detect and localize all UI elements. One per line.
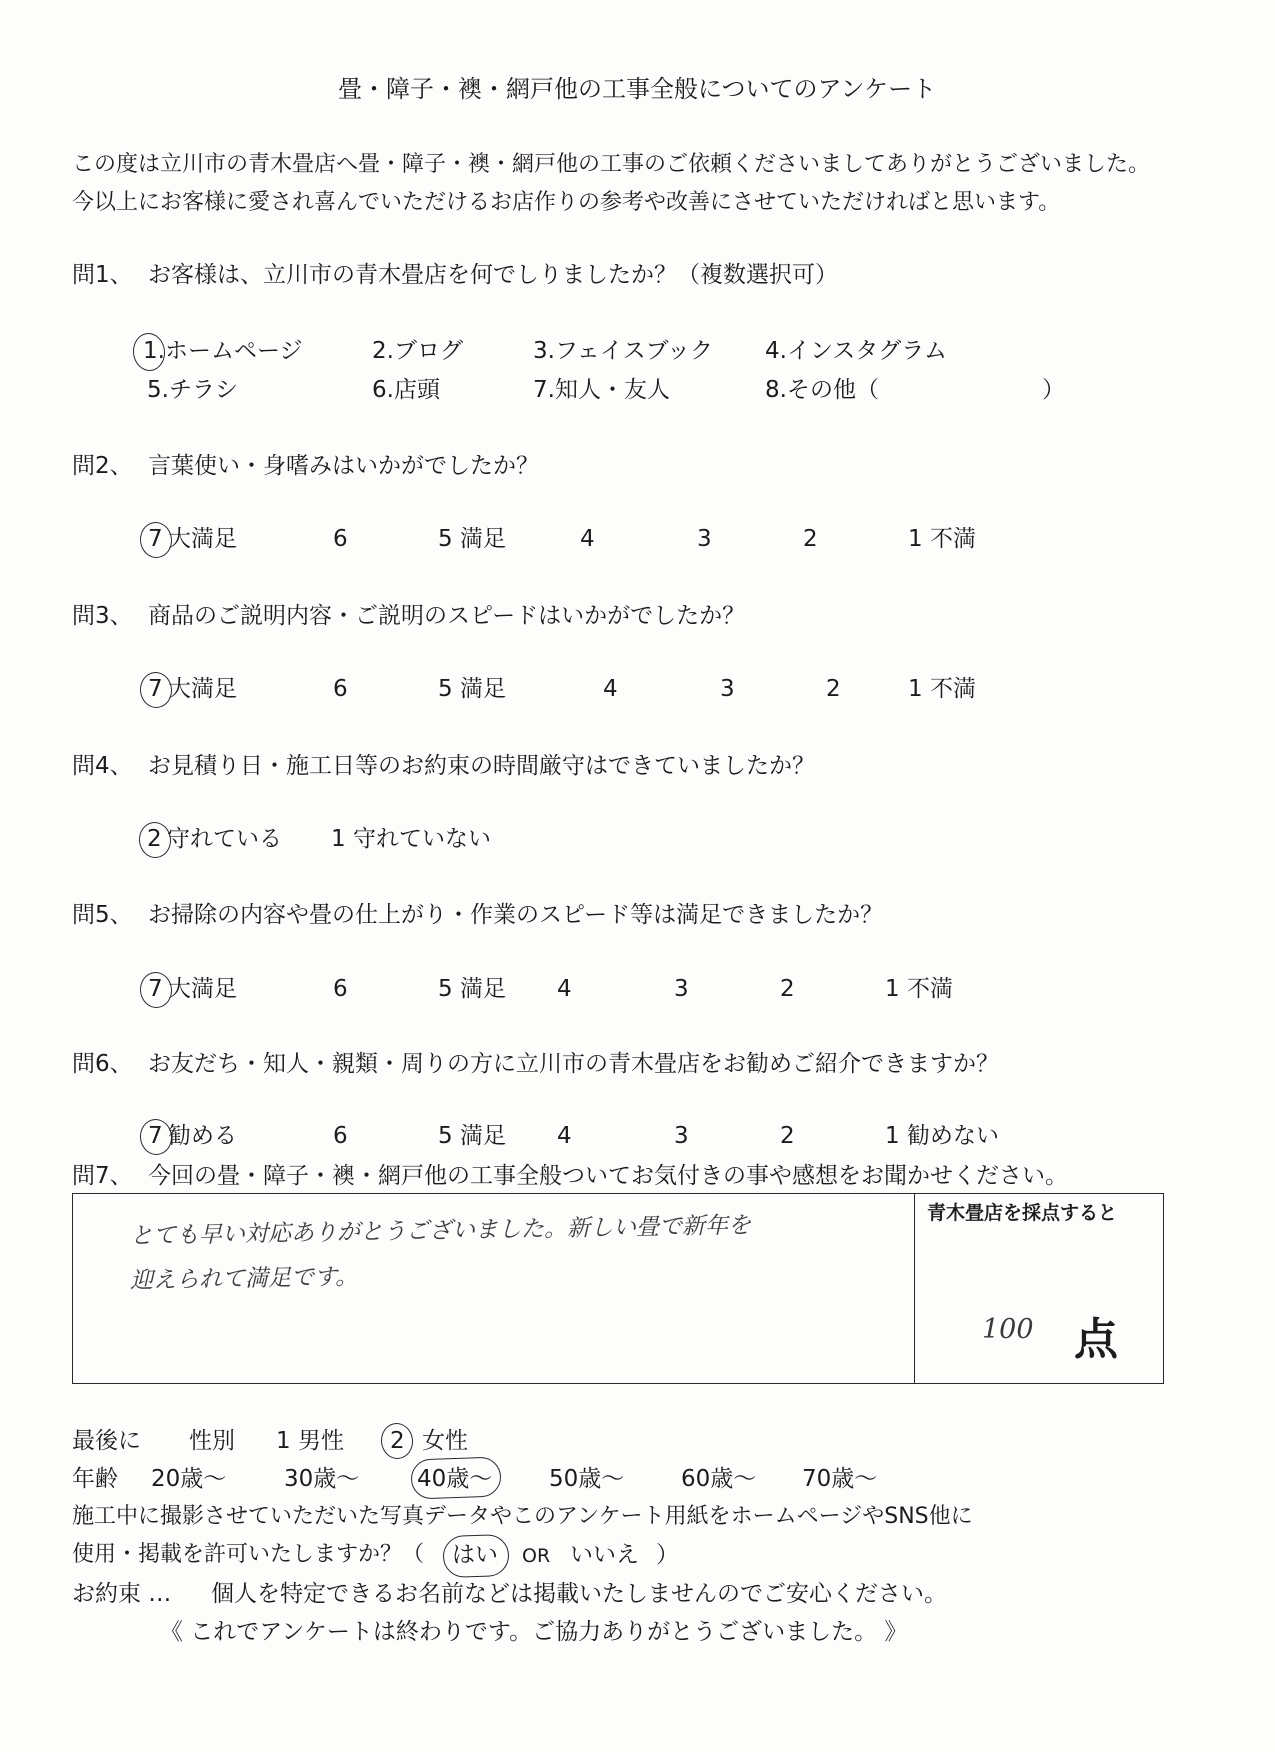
q3-option-7[interactable]: 7 [148,676,163,702]
q5-question: お掃除の内容や畳の仕上がり・作業のスピード等は満足できましたか？ [148,902,884,928]
q4-option-1[interactable]: 1 守れていない [331,826,491,852]
q7-question: 今回の畳・障子・襖・網戸他の工事全般ついてお気付きの事や感想をお聞かせください。 [148,1163,1068,1189]
q3-option-1[interactable]: 1 不満 [908,676,976,702]
permission-close-paren: ） [656,1542,679,1568]
promise-label: お約束 … [72,1581,172,1607]
q6-option-6[interactable]: 6 [333,1123,348,1149]
q1-option-2[interactable]: 2.ブログ [372,338,463,364]
intro-line-1: この度は立川市の青木畳店へ畳・障子・襖・網戸他の工事のご依頼くださいましてありがとうございました。 [72,152,1151,177]
gender-label: 性別 [189,1428,235,1454]
promise-text: 個人を特定できるお名前などは掲載いたしませんのでご安心ください。 [211,1581,947,1607]
gender-female-number[interactable]: 2 [390,1428,405,1454]
q2-option-5[interactable]: 5 満足 [438,526,506,552]
gender-lead: 最後に [72,1428,141,1454]
score-label: 青木畳店を採点すると [927,1202,1118,1224]
q1-option-8-close: ） [1042,377,1065,403]
q3-question: 商品のご説明内容・ご説明のスピードはいかがでしたか？ [148,603,746,629]
q6-option-4[interactable]: 4 [557,1123,572,1149]
q2-option-4[interactable]: 4 [580,526,595,552]
age-option-40[interactable]: 40歳～ [417,1466,493,1492]
q5-label: 問5、 [72,902,133,928]
permission-no[interactable]: いいえ [570,1542,639,1568]
q3-option-7-label: 大満足 [168,676,237,702]
comment-line-1[interactable]: とても早い対応ありがとうございました。新しい畳で新年を [129,1212,752,1250]
survey-title: 畳・障子・襖・網戸他の工事全般についてのアンケート [338,75,937,103]
q6-option-7[interactable]: 7 [148,1123,163,1149]
q5-option-1[interactable]: 1 不満 [885,976,953,1002]
q4-option-2-label: 守れている [167,826,282,852]
q4-question: お見積り日・施工日等のお約束の時間厳守はできていましたか？ [148,753,815,779]
q3-option-6[interactable]: 6 [333,676,348,702]
q5-option-4[interactable]: 4 [557,976,572,1002]
q6-option-2[interactable]: 2 [780,1123,795,1149]
q2-option-2[interactable]: 2 [803,526,818,552]
q1-option-1[interactable]: 1.ホームページ [143,338,303,364]
q5-option-7[interactable]: 7 [148,976,163,1002]
comment-line-2[interactable]: 迎えられて満足です。 [129,1264,359,1294]
q3-option-4[interactable]: 4 [603,676,618,702]
q1-option-4[interactable]: 4.インスタグラム [765,338,948,364]
q3-option-3[interactable]: 3 [720,676,735,702]
age-option-30[interactable]: 30歳～ [284,1466,360,1492]
q2-question: 言葉使い・身嗜みはいかがでしたか？ [148,453,539,479]
q1-option-6[interactable]: 6.店頭 [372,377,440,403]
q3-label: 問3、 [72,603,133,629]
q2-label: 問2、 [72,453,133,479]
age-option-70[interactable]: 70歳～ [802,1466,878,1492]
q2-option-3[interactable]: 3 [697,526,712,552]
q6-option-7-label: 勧める [168,1123,237,1149]
q1-option-8[interactable]: 8.その他（ [765,377,879,403]
q6-option-5[interactable]: 5 満足 [438,1123,506,1149]
q6-label: 問6、 [72,1051,133,1077]
q5-option-6[interactable]: 6 [333,976,348,1002]
permission-yes[interactable]: はい [452,1542,498,1568]
q2-option-7[interactable]: 7 [148,526,163,552]
q2-option-7-label: 大満足 [168,526,237,552]
age-option-50[interactable]: 50歳～ [549,1466,625,1492]
permission-line-1: 施工中に撮影させていただいた写真データやこのアンケート用紙をホームページやSNS他に [72,1504,973,1529]
q6-option-1[interactable]: 1 勧めない [885,1123,999,1149]
q5-option-3[interactable]: 3 [674,976,689,1002]
closing-message: 《 これでアンケートは終わりです。ご協力ありがとうございました。 》 [160,1619,908,1645]
q3-option-2[interactable]: 2 [826,676,841,702]
q1-option-5[interactable]: 5.チラシ [147,377,238,403]
gender-male-option[interactable]: 1 男性 [276,1428,344,1454]
q1-question: お客様は、立川市の青木畳店を何でしりましたか？（複数選択可） [148,262,838,288]
q4-option-2[interactable]: 2 [147,826,162,852]
comment-box-divider [914,1193,915,1384]
q1-option-3[interactable]: 3.フェイスブック [533,338,713,364]
score-value[interactable]: 100 [982,1314,1034,1345]
score-unit: 点 [1074,1314,1118,1365]
q1-label: 問1、 [72,262,133,288]
q6-option-3[interactable]: 3 [674,1123,689,1149]
age-option-60[interactable]: 60歳～ [681,1466,757,1492]
q5-option-7-label: 大満足 [168,976,237,1002]
intro-line-2: 今以上にお客様に愛され喜んでいただけるお店作りの参考や改善にさせていただければと思います。 [72,190,1061,215]
q7-label: 問7、 [72,1163,133,1189]
q6-question: お友だち・知人・親類・周りの方に立川市の青木畳店をお勧めご紹介できますか？ [148,1051,999,1077]
age-label: 年齢 [72,1466,118,1492]
q2-option-1[interactable]: 1 不満 [908,526,976,552]
permission-line-2: 使用・掲載を許可いたしますか？（ [72,1542,425,1567]
q2-option-6[interactable]: 6 [333,526,348,552]
q1-option-7[interactable]: 7.知人・友人 [533,377,670,403]
q3-option-5[interactable]: 5 満足 [438,676,506,702]
permission-or: OR [522,1545,551,1567]
q4-label: 問4、 [72,753,133,779]
age-option-20[interactable]: 20歳～ [151,1466,227,1492]
q5-option-5[interactable]: 5 満足 [438,976,506,1002]
gender-female-option[interactable]: 女性 [422,1428,468,1454]
q5-option-2[interactable]: 2 [780,976,795,1002]
